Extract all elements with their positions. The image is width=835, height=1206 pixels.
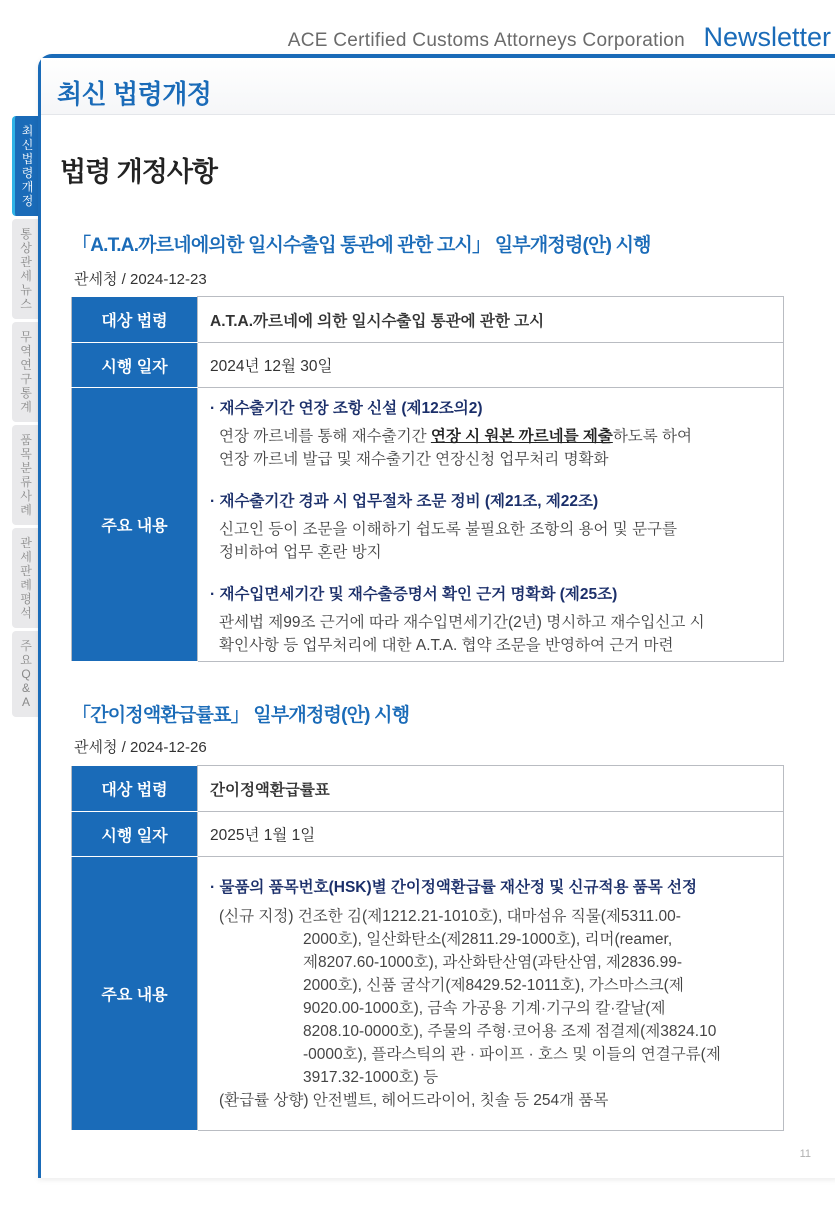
section-title: 최신 법령개정 bbox=[57, 79, 212, 109]
notice-meta: 관세청 / 2024-12-23 bbox=[74, 271, 207, 288]
label-target-law: 대상 법령 bbox=[72, 297, 198, 343]
side-tab-char: 판 bbox=[20, 564, 32, 578]
side-tab-char: 통 bbox=[20, 227, 32, 241]
page-heading: 법령 개정사항 bbox=[60, 157, 217, 187]
new-items-line: 2000호), 일산화탄소(제2811.29-1000호), 리머(reamer, bbox=[303, 931, 673, 948]
body-text: 정비하여 업무 혼란 방지 bbox=[219, 544, 382, 561]
side-tab-char: 정 bbox=[21, 194, 34, 208]
body-text: 확인사항 등 업무처리에 대한 A.T.A. 협약 조문을 반영하여 근거 마련 bbox=[219, 637, 674, 654]
notice-table bbox=[71, 296, 784, 662]
side-tab-char: 뉴 bbox=[20, 283, 32, 297]
side-tab-char: 구 bbox=[20, 372, 32, 386]
side-tab-char: 상 bbox=[20, 241, 32, 255]
content-item bbox=[210, 396, 771, 471]
content-item-body bbox=[210, 905, 771, 1112]
side-tab-char: 최 bbox=[21, 124, 34, 138]
side-tab-trade-news[interactable] bbox=[12, 219, 40, 319]
side-tab-char: 연 bbox=[20, 358, 32, 372]
side-tab-char: 례 bbox=[20, 578, 32, 592]
new-items-line: 3917.32-1000호) 등 bbox=[303, 1069, 439, 1086]
side-tab-char: A bbox=[21, 695, 30, 709]
page-number: 11 bbox=[799, 1148, 811, 1160]
side-tab-char: 요 bbox=[20, 653, 32, 667]
new-items-line: 제8207.60-1000호), 과산화탄산염(과탄산염, 제2836.99- bbox=[303, 954, 683, 971]
content-item-body bbox=[210, 611, 771, 657]
target-law-value: A.T.A.까르네에 의한 일시수출입 통관에 관한 고시 bbox=[198, 297, 784, 343]
content-item-head: · 재수출기간 연장 조항 신설 (제12조의2) bbox=[210, 400, 483, 417]
side-tab-char: 세 bbox=[20, 269, 32, 283]
side-tab-char: 평 bbox=[20, 592, 32, 606]
side-tab-char: 법 bbox=[21, 152, 34, 166]
body-emphasis: 연장 시 원본 까르네를 제출 bbox=[430, 428, 613, 445]
side-tab-qna[interactable] bbox=[12, 631, 40, 717]
side-tab-classification-cases[interactable] bbox=[12, 425, 40, 525]
new-items-line: (신규 지정) 건조한 김(제1212.21-1010호), 대마섬유 직물(제5311.00- bbox=[219, 908, 681, 925]
side-tab-char: 스 bbox=[20, 297, 32, 311]
label-effective-date: 시행 일자 bbox=[72, 343, 198, 388]
new-items-line: 9020.00-1000호), 금속 가공용 기계·기구의 칼·칼날(제 bbox=[303, 1000, 666, 1017]
side-tab-char: 통 bbox=[20, 386, 32, 400]
label-main-content: 주요 내용 bbox=[72, 857, 198, 1131]
body-text: 관세법 제99조 근거에 따라 재수입면세기간(2년) 명시하고 재수입신고 시 bbox=[219, 614, 705, 631]
side-tab-char: 석 bbox=[20, 606, 32, 620]
body-text: 하도록 하여 bbox=[612, 428, 692, 445]
content-item-body bbox=[210, 425, 771, 471]
body-text: 신고인 등이 조문을 이해하기 쉽도록 불필요한 조항의 용어 및 문구를 bbox=[219, 521, 678, 538]
side-tab-char: 관 bbox=[20, 255, 32, 269]
main-content bbox=[198, 857, 784, 1131]
new-items-line: 8208.10-0000호), 주물의 주형·코어용 조제 점결제(제3824.10 bbox=[303, 1023, 717, 1040]
body-text: 연장 까르네를 통해 재수출기간 bbox=[219, 428, 431, 445]
title-band bbox=[41, 58, 835, 115]
label-effective-date: 시행 일자 bbox=[72, 812, 198, 857]
raise-items-line: (환급률 상향) 안전벨트, 헤어드라이어, 칫솔 등 254개 품목 bbox=[219, 1092, 609, 1109]
notice-title: 「간이정액환급률표」 일부개정령(안) 시행 bbox=[72, 705, 410, 726]
body-text: 연장 까르네 발급 및 재수출기간 연장신청 업무처리 명확화 bbox=[219, 451, 609, 468]
side-tab-char: 분 bbox=[20, 461, 32, 475]
notice-table bbox=[71, 765, 784, 1131]
new-items-line: -0000호), 플라스틱의 관 · 파이프 · 호스 및 이들의 연결구류(제 bbox=[303, 1046, 721, 1063]
side-tab-char: 세 bbox=[20, 550, 32, 564]
side-tab-char: 개 bbox=[21, 180, 34, 194]
side-tab-char: & bbox=[21, 681, 30, 695]
side-tab-char: 주 bbox=[20, 639, 32, 653]
content-item-head: · 재수출기간 경과 시 업무절차 조문 정비 (제21조, 제22조) bbox=[210, 493, 599, 510]
side-tab-char: 목 bbox=[20, 447, 32, 461]
notice-meta: 관세청 / 2024-12-26 bbox=[74, 739, 207, 756]
effective-date-value: 2024년 12월 30일 bbox=[198, 343, 784, 388]
side-tab-trade-research[interactable] bbox=[12, 322, 40, 422]
newsletter-header bbox=[0, 22, 835, 56]
content-item-body bbox=[210, 518, 771, 564]
side-tab-char: Q bbox=[21, 667, 31, 681]
side-tab-char: 계 bbox=[20, 400, 32, 414]
effective-date-value: 2025년 1월 1일 bbox=[198, 812, 784, 857]
side-tab-char: 품 bbox=[20, 433, 32, 447]
content-item bbox=[210, 582, 771, 657]
company-name: ACE Certified Customs Attorneys Corporation bbox=[287, 30, 685, 51]
main-content bbox=[198, 388, 784, 662]
content-item-head: · 재수입면세기간 및 재수출증명서 확인 근거 명확화 (제25조) bbox=[210, 586, 618, 603]
side-tab-char: 관 bbox=[20, 536, 32, 550]
side-tab-char: 역 bbox=[20, 344, 32, 358]
content-item bbox=[210, 489, 771, 564]
side-tab-nav bbox=[12, 116, 40, 720]
side-tab-char: 무 bbox=[20, 330, 32, 344]
target-law-value: 간이정액환급률표 bbox=[198, 766, 784, 812]
side-tab-latest-laws[interactable] bbox=[12, 116, 40, 216]
label-main-content: 주요 내용 bbox=[72, 388, 198, 662]
side-tab-char: 령 bbox=[21, 166, 34, 180]
side-tab-char: 류 bbox=[20, 475, 32, 489]
notice-title: 「A.T.A.까르네에의한 일시수출입 통관에 관한 고시」 일부개정령(안) 시행 bbox=[72, 235, 651, 256]
new-items-line: 2000호), 신품 굴삭기(제8429.52-1011호), 가스마스크(제 bbox=[303, 977, 684, 994]
label-target-law: 대상 법령 bbox=[72, 766, 198, 812]
newsletter-label: Newsletter bbox=[703, 22, 831, 52]
side-tab-char: 례 bbox=[20, 503, 32, 517]
content-item-head: · 물품의 품목번호(HSK)별 간이정액환급률 재산정 및 신규적용 품목 선정 bbox=[210, 879, 697, 896]
side-tab-char: 사 bbox=[20, 489, 32, 503]
side-tab-case-reviews[interactable] bbox=[12, 528, 40, 628]
side-tab-char: 신 bbox=[21, 138, 34, 152]
